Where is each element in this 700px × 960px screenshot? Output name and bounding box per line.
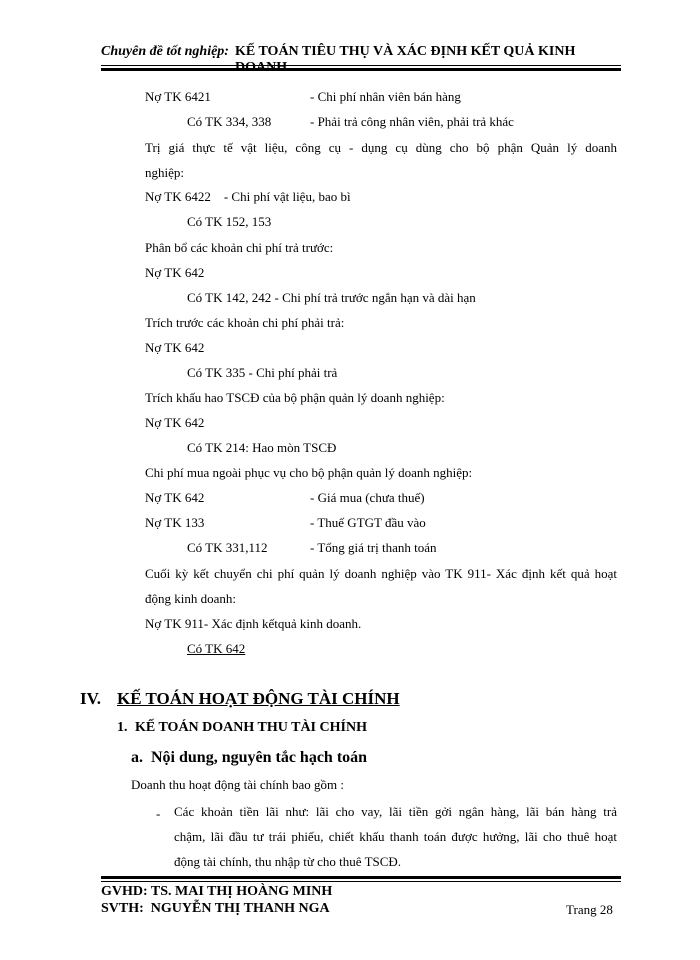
bullet-line-3: động tài chính, thu nhập từ cho thuê TSCĐ. (174, 854, 402, 869)
subsubsection-title: Nội dung, nguyên tắc hạch toán (151, 749, 368, 766)
line-4: nghiệp: (145, 165, 184, 180)
footer-rule-top (101, 876, 621, 879)
line-17a: Nợ TK 642 (145, 490, 205, 505)
header-title: KẾ TOÁN TIÊU THỤ VÀ XÁC ĐỊNH KẾT QUẢ KINH (235, 44, 576, 59)
line-13: Trích khấu hao TSCĐ của bộ phận quản lý doanh nghiệp: (145, 390, 445, 405)
line-2b: - Phải trả công nhân viên, phải trả khác (310, 114, 514, 129)
line-14: Nợ TK 642 (145, 415, 205, 430)
line-18a: Nợ TK 133 (145, 515, 205, 530)
line-12: Có TK 335 - Chi phí phải trả (187, 365, 338, 380)
subsection-number: 1. (117, 720, 128, 735)
line-1b: - Chi phí nhân viên bán hàng (310, 89, 461, 104)
header-left: Chuyên đề tốt nghiệp: (101, 44, 229, 59)
section-number: IV. (80, 689, 101, 708)
line-5: Nợ TK 6422 - Chi phí vật liệu, bao bì (145, 189, 351, 204)
header-rule-bottom (101, 68, 621, 71)
line-16: Chi phí mua ngoài phục vụ cho bộ phận quản lý doanh nghiệp: (145, 465, 473, 480)
bullet-line-1: Các khoản tiền lãi như: lãi cho vay, lãi tiền gởi ngân hàng, lãi bán hàng trả (174, 804, 617, 819)
line-20: Cuối kỳ kết chuyển chi phí quản lý doanh nghiệp vào TK 911- Xác định kết quả hoạt (145, 566, 617, 581)
line-11: Nợ TK 642 (145, 340, 205, 355)
bullet-mark: - (156, 806, 161, 821)
line-10: Trích trước các khoản chi phí phải trả: (145, 315, 345, 330)
line-21: động kinh doanh: (145, 591, 236, 606)
section-title: KẾ TOÁN HOẠT ĐỘNG TÀI CHÍNH (117, 689, 400, 708)
line-23: Có TK 642 (187, 641, 246, 656)
line-1a: Nợ TK 6421 (145, 89, 211, 104)
line-19b: - Tổng giá trị thanh toán (310, 540, 437, 555)
bullet-line-2: chậm, lãi đầu tư trái phiếu, chiết khấu thanh toán được hưởng, lãi cho thuê hoạt (174, 829, 617, 844)
header-rule-top (101, 65, 621, 66)
line-2a: Có TK 334, 338 (187, 114, 272, 129)
line-15: Có TK 214: Hao mòn TSCĐ (187, 440, 337, 455)
intro-line: Doanh thu hoạt động tài chính bao gồm : (131, 777, 345, 792)
footer-supervisor: GVHD: TS. MAI THỊ HOÀNG MINH (101, 884, 333, 899)
footer-student: SVTH: NGUYỄN THỊ THANH NGA (101, 901, 330, 916)
line-8: Nợ TK 642 (145, 265, 205, 280)
line-22: Nợ TK 911- Xác định kếtquả kinh doanh. (145, 616, 362, 631)
line-19a: Có TK 331,112 (187, 540, 268, 555)
line-18b: - Thuế GTGT đầu vào (310, 515, 426, 530)
line-3: Trị giá thực tế vật liệu, công cụ - dụng cụ dùng cho bộ phận Quản lý doanh (145, 140, 617, 155)
page-header (101, 44, 621, 64)
line-6: Có TK 152, 153 (187, 214, 272, 229)
footer-rule-bottom (101, 881, 621, 882)
page-number: Trang 28 (566, 902, 613, 917)
line-9: Có TK 142, 242 - Chi phí trả trước ngắn hạn và dài hạn (187, 290, 476, 305)
line-7: Phân bổ các khoản chi phí trả trước: (145, 240, 334, 255)
line-17b: - Giá mua (chưa thuế) (310, 490, 425, 505)
subsection-title: KẾ TOÁN DOANH THU TÀI CHÍNH (135, 720, 367, 735)
subsubsection-number: a. (131, 749, 143, 766)
